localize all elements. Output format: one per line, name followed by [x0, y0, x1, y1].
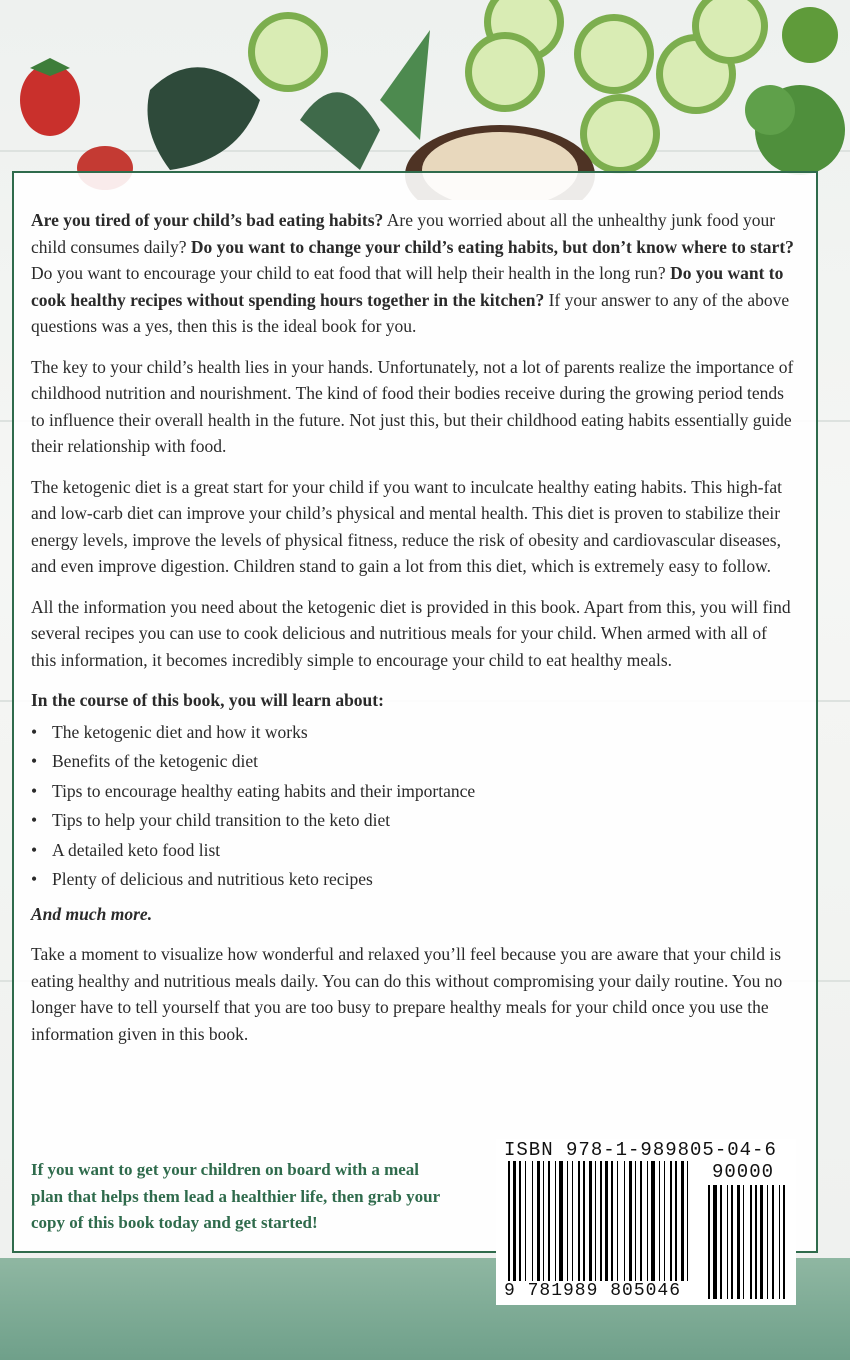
description [31, 207, 796, 1061]
list-item: • Plenty of delicious and nutritious keto recipes [31, 865, 796, 895]
barcode-bar [508, 1161, 510, 1281]
ean-number: 9 781989 805046 [504, 1281, 682, 1301]
barcode-bar [675, 1161, 677, 1281]
barcode-bar [651, 1161, 655, 1281]
barcode-bar [617, 1161, 618, 1281]
addon-bar [755, 1185, 757, 1299]
barcode-bar [664, 1161, 665, 1281]
barcode [496, 1139, 796, 1305]
barcode-bar [589, 1161, 592, 1281]
barcode-bar [555, 1161, 556, 1281]
barcode-bar [519, 1161, 521, 1281]
addon-bar [779, 1185, 780, 1299]
barcode-bar [659, 1161, 660, 1281]
addon-bar [731, 1185, 733, 1299]
barcode-bar [687, 1161, 688, 1281]
addon-bar [737, 1185, 740, 1299]
barcode-bar [567, 1161, 568, 1281]
vegetables-illustration [0, 0, 850, 200]
barcode-bar [647, 1161, 648, 1281]
call-to-action: If you want to get your children on board with a meal plan that helps them lead a healthier life, then grab your copy of this book today and get started! [31, 1160, 440, 1232]
barcode-bar [670, 1161, 672, 1281]
addon-bar [783, 1185, 785, 1299]
addon-bar [720, 1185, 722, 1299]
list-item: • Tips to encourage healthy eating habits and their importance [31, 777, 796, 807]
barcode-bar [681, 1161, 684, 1281]
barcode-bar [583, 1161, 585, 1281]
list-item: • The ketogenic diet and how it works [31, 718, 796, 748]
barcode-bar [525, 1161, 526, 1281]
barcode-bar [640, 1161, 642, 1281]
barcode-bar [595, 1161, 596, 1281]
barcode-bar [624, 1161, 625, 1281]
barcode-bar [532, 1161, 533, 1281]
paragraph: The ketogenic diet is a great start for your child if you want to inculcate healthy eating habits. This high-fat and low-carb diet can improve your child’s physical and mental health. This diet is proven to stabilize their energy levels, improve the levels of physical fitness, reduce the risk of obesity and cardiovascular diseases, and even improve digestion. Children stand to gain a lot from this diet, which is extremely easy to follow. [31, 476, 782, 576]
closing-paragraph: Take a moment to visualize how wonderful and relaxed you’ll feel because you are aware that your child is eating healthy and nutritious meals daily. You can do this without compromising your daily routine. You no longer have to tell yourself that you are too busy to prepare healthy meals for your child once you use the information given in this book. [31, 944, 783, 1044]
addon-bar [708, 1185, 710, 1299]
barcode-bar [513, 1161, 516, 1281]
barcode-bar [572, 1161, 573, 1281]
paragraph: All the information you need about the ketogenic diet is provided in this book. Apart from this, you will find several recipes you can use to cook delicious and nutritious meals for your child. When armed with all of this information, it becomes incredibly simple to encourage your child to eat healthy meals. [31, 596, 791, 670]
list-item: • Benefits of the ketogenic diet [31, 747, 796, 777]
barcode-bar [578, 1161, 580, 1281]
barcode-bar [605, 1161, 608, 1281]
list-item: • A detailed keto food list [31, 836, 796, 866]
barcode-bar [635, 1161, 636, 1281]
intro-paragraph: Are you tired of your child’s bad eating habits? Are you worried about all the unhealthy junk food your child consumes daily? Do you want to change your child’s eating habits, but don’t know where to start? Do you want to encourage your child to eat food that will help their health in the long run? Do you want to cook healthy recipes without spending hours together in the kitchen? If your answer to any of the above questions was a yes, then this is the ideal book for you. [31, 210, 794, 336]
learn-heading: In the course of this book, you will learn about: [31, 690, 384, 710]
paragraph: The key to your child’s health lies in your hands. Unfortunately, not a lot of parents realize the importance of childhood nutrition and nourishment. The kind of food their bodies receive during the growing period tends to influence their overall health in the future. Not just this, but their childhood eating habits essentially guide their relationship with food. [31, 356, 794, 456]
barcode-bar [559, 1161, 563, 1281]
addon-bar [743, 1185, 744, 1299]
isbn-text: ISBN 978-1-989805-04-6 [504, 1139, 777, 1161]
barcode-bar [600, 1161, 602, 1281]
and-much-more: And much more. [31, 903, 153, 924]
addon-bar [760, 1185, 763, 1299]
list-item: • Tips to help your child transition to the keto diet [31, 806, 796, 836]
learn-list [31, 718, 796, 895]
addon-bar [713, 1185, 717, 1299]
barcode-bar [611, 1161, 613, 1281]
barcode-bar [548, 1161, 550, 1281]
addon-bar [767, 1185, 768, 1299]
addon-bar [772, 1185, 774, 1299]
barcode-bar [543, 1161, 544, 1281]
addon-bar [750, 1185, 752, 1299]
addon-bar [727, 1185, 728, 1299]
price-code: 90000 [712, 1161, 775, 1183]
barcode-bar [537, 1161, 540, 1281]
barcode-bar [629, 1161, 632, 1281]
